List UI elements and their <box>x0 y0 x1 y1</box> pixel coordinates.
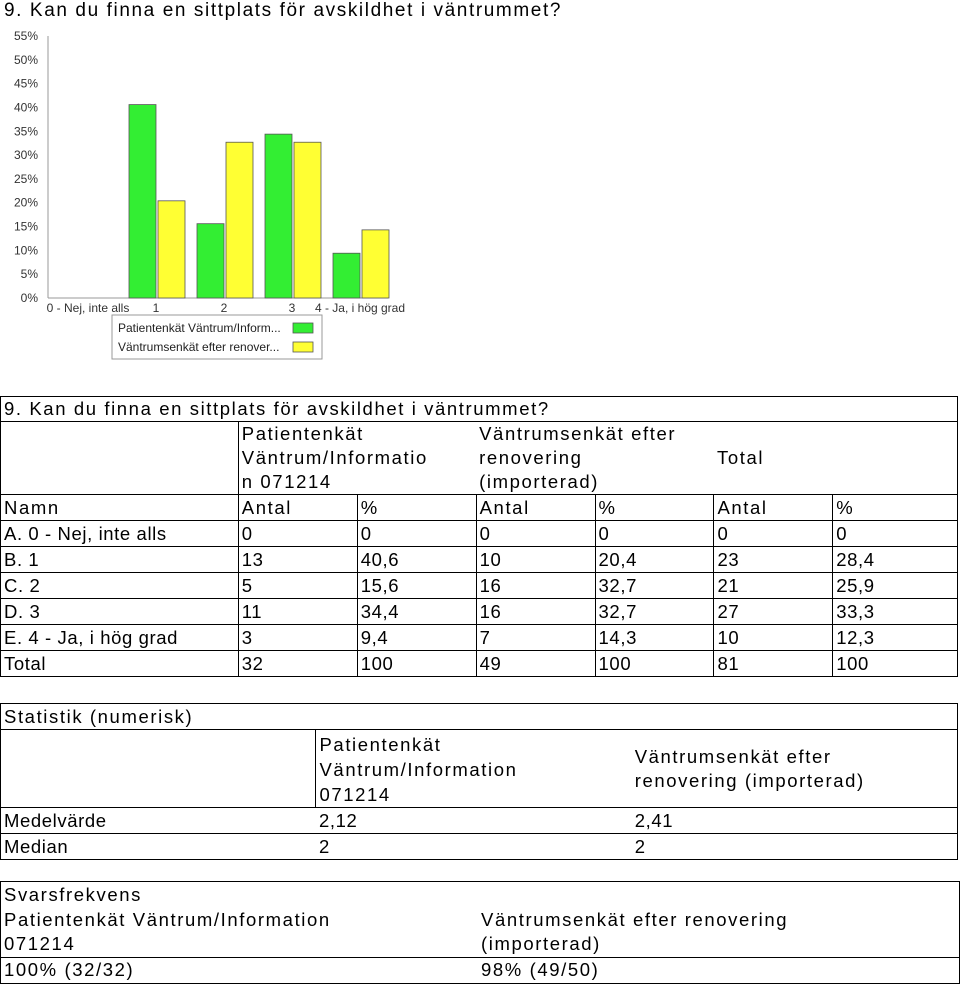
group-header-2 <box>476 422 714 495</box>
x-tick-label: 1 <box>152 301 160 315</box>
table-row <box>1 599 958 625</box>
table-cell: 25,9 <box>833 573 958 599</box>
group-header-2-line: Väntrumsenkät efter <box>479 423 677 444</box>
table-cell: D. 3 <box>1 599 239 625</box>
table-cell: 12,3 <box>833 625 958 651</box>
response-frequency <box>0 881 960 984</box>
table-cell: 0 <box>595 521 714 547</box>
chart-legend <box>112 315 322 359</box>
x-tick-label: 2 <box>220 301 228 315</box>
x-tick-label: 4 - Ja, i hög grad <box>314 301 406 315</box>
y-tick-label: 15% <box>13 219 38 234</box>
x-axis <box>47 301 405 315</box>
table-cell: 27 <box>714 599 833 625</box>
freq-divider <box>1 957 959 958</box>
table-cell: 0 <box>238 521 357 547</box>
table-cell: 32 <box>238 651 357 677</box>
group-header-2-line: renovering <box>479 447 583 468</box>
freq-value-1: 100% (32/32) <box>4 959 135 980</box>
table-cell: 15,6 <box>357 573 476 599</box>
freq-value-2: 98% (49/50) <box>481 959 600 980</box>
bar <box>197 224 224 298</box>
group-header-1-line: Patientenkät <box>241 423 364 444</box>
bar-chart <box>0 28 420 368</box>
bar <box>158 201 185 298</box>
table-cell: 5 <box>238 573 357 599</box>
table-cell: 32,7 <box>595 573 714 599</box>
table-cell: 33,3 <box>833 599 958 625</box>
table-cell: 28,4 <box>833 547 958 573</box>
y-tick-label: 30% <box>13 148 38 163</box>
stats-cell: 2 <box>316 834 632 860</box>
legend-label: Patientenkät Väntrum/Inform... <box>118 321 281 335</box>
table-cell: 49 <box>476 651 595 677</box>
header-blank <box>1 422 239 495</box>
x-tick-label: 3 <box>288 301 296 315</box>
table-cell: 9,4 <box>357 625 476 651</box>
group-header-3: Total <box>714 422 958 495</box>
column-header: Namn <box>1 495 239 521</box>
bar <box>333 253 360 298</box>
stats-col1-header <box>316 730 632 808</box>
stats-col1-line: 071214 <box>319 784 391 805</box>
table-cell: 11 <box>238 599 357 625</box>
table-cell: 10 <box>714 625 833 651</box>
table-cell: 81 <box>714 651 833 677</box>
legend-label: Väntrumsenkät efter renover... <box>118 340 280 354</box>
group-header-2-line: (importerad) <box>479 471 600 492</box>
column-header: % <box>595 495 714 521</box>
table-cell: 13 <box>238 547 357 573</box>
table-cell: 0 <box>476 521 595 547</box>
y-tick-label: 35% <box>13 124 38 139</box>
table-cell: A. 0 - Nej, inte alls <box>1 521 239 547</box>
freq-col1-header <box>4 908 331 956</box>
stats-cell: 2,12 <box>316 808 632 834</box>
bar <box>265 134 292 298</box>
y-tick-label: 25% <box>13 171 38 186</box>
table-cell: 10 <box>476 547 595 573</box>
table-cell: 32,7 <box>595 599 714 625</box>
table-cell: E. 4 - Ja, i hög grad <box>1 625 239 651</box>
x-tick-label: 0 - Nej, inte alls <box>46 301 130 315</box>
table-cell: 21 <box>714 573 833 599</box>
table-cell: 0 <box>714 521 833 547</box>
y-tick-label: 55% <box>13 29 38 43</box>
y-tick-label: 5% <box>20 267 38 282</box>
table-cell: 7 <box>476 625 595 651</box>
freq-col2-line: Väntrumsenkät efter renovering <box>481 909 789 930</box>
stats-col1-line: Patientenkät <box>319 734 442 755</box>
y-tick-label: 10% <box>13 243 38 258</box>
stats-cell: Medelvärde <box>1 808 316 834</box>
group-header-1-line: Väntrum/Informatio <box>241 447 428 468</box>
freq-col1-line: Patientenkät Väntrum/Information <box>4 909 331 930</box>
stats-cell: Median <box>1 834 316 860</box>
table-cell: C. 2 <box>1 573 239 599</box>
y-tick-label: 40% <box>13 100 38 115</box>
table-title: 9. Kan du finna en sittplats för avskildhet i väntrummet? <box>1 397 958 422</box>
freq-col1-line: 071214 <box>4 933 76 954</box>
table-cell: 3 <box>238 625 357 651</box>
stats-row <box>1 834 958 860</box>
column-header: % <box>357 495 476 521</box>
table-row <box>1 521 958 547</box>
legend-swatch <box>293 342 313 352</box>
legend-swatch <box>293 323 313 333</box>
table-cell: 40,6 <box>357 547 476 573</box>
column-header: Antal <box>238 495 357 521</box>
table-cell: 0 <box>833 521 958 547</box>
stats-cell: 2 <box>632 834 958 860</box>
y-tick-label: 50% <box>13 52 38 67</box>
freq-col2-header <box>481 908 788 956</box>
stats-col2-header <box>632 730 958 808</box>
stats-col2-line: Väntrumsenkät efter <box>634 745 832 767</box>
stats-col2-line: renovering (importerad) <box>634 769 865 791</box>
table-cell: 16 <box>476 599 595 625</box>
stats-row <box>1 808 958 834</box>
column-header: Antal <box>714 495 833 521</box>
y-tick-label: 45% <box>13 76 38 91</box>
table-cell: 16 <box>476 573 595 599</box>
bar <box>362 230 389 298</box>
bar <box>294 142 321 298</box>
table-cell: 100 <box>357 651 476 677</box>
table-cell: 23 <box>714 547 833 573</box>
column-header: Antal <box>476 495 595 521</box>
column-header: % <box>833 495 958 521</box>
table-cell: 0 <box>357 521 476 547</box>
table-row <box>1 547 958 573</box>
y-tick-label: 20% <box>13 195 38 210</box>
bar <box>226 142 253 298</box>
group-header-1-line: n 071214 <box>241 471 332 492</box>
table-cell: 20,4 <box>595 547 714 573</box>
table-row <box>1 651 958 677</box>
table-cell: 14,3 <box>595 625 714 651</box>
stats-table <box>0 703 958 860</box>
table-cell: 100 <box>595 651 714 677</box>
table-row <box>1 625 958 651</box>
results-table <box>0 396 958 677</box>
table-row <box>1 573 958 599</box>
freq-title: Svarsfrekvens <box>4 884 143 905</box>
column-header-row <box>1 495 958 521</box>
stats-header-blank <box>1 730 316 808</box>
stats-cell: 2,41 <box>632 808 958 834</box>
table-cell: 100 <box>833 651 958 677</box>
stats-col1-line: Väntrum/Information <box>319 759 518 780</box>
stats-title: Statistik (numerisk) <box>1 704 958 730</box>
table-cell: Total <box>1 651 239 677</box>
table-cell: 34,4 <box>357 599 476 625</box>
table-cell: B. 1 <box>1 547 239 573</box>
page-heading: 9. Kan du finna en sittplats för avskildhet i väntrummet? <box>4 0 562 21</box>
freq-col2-line: (importerad) <box>481 933 601 954</box>
group-header-1 <box>238 422 476 495</box>
y-tick-label: 0% <box>20 291 38 305</box>
bar <box>129 105 156 298</box>
